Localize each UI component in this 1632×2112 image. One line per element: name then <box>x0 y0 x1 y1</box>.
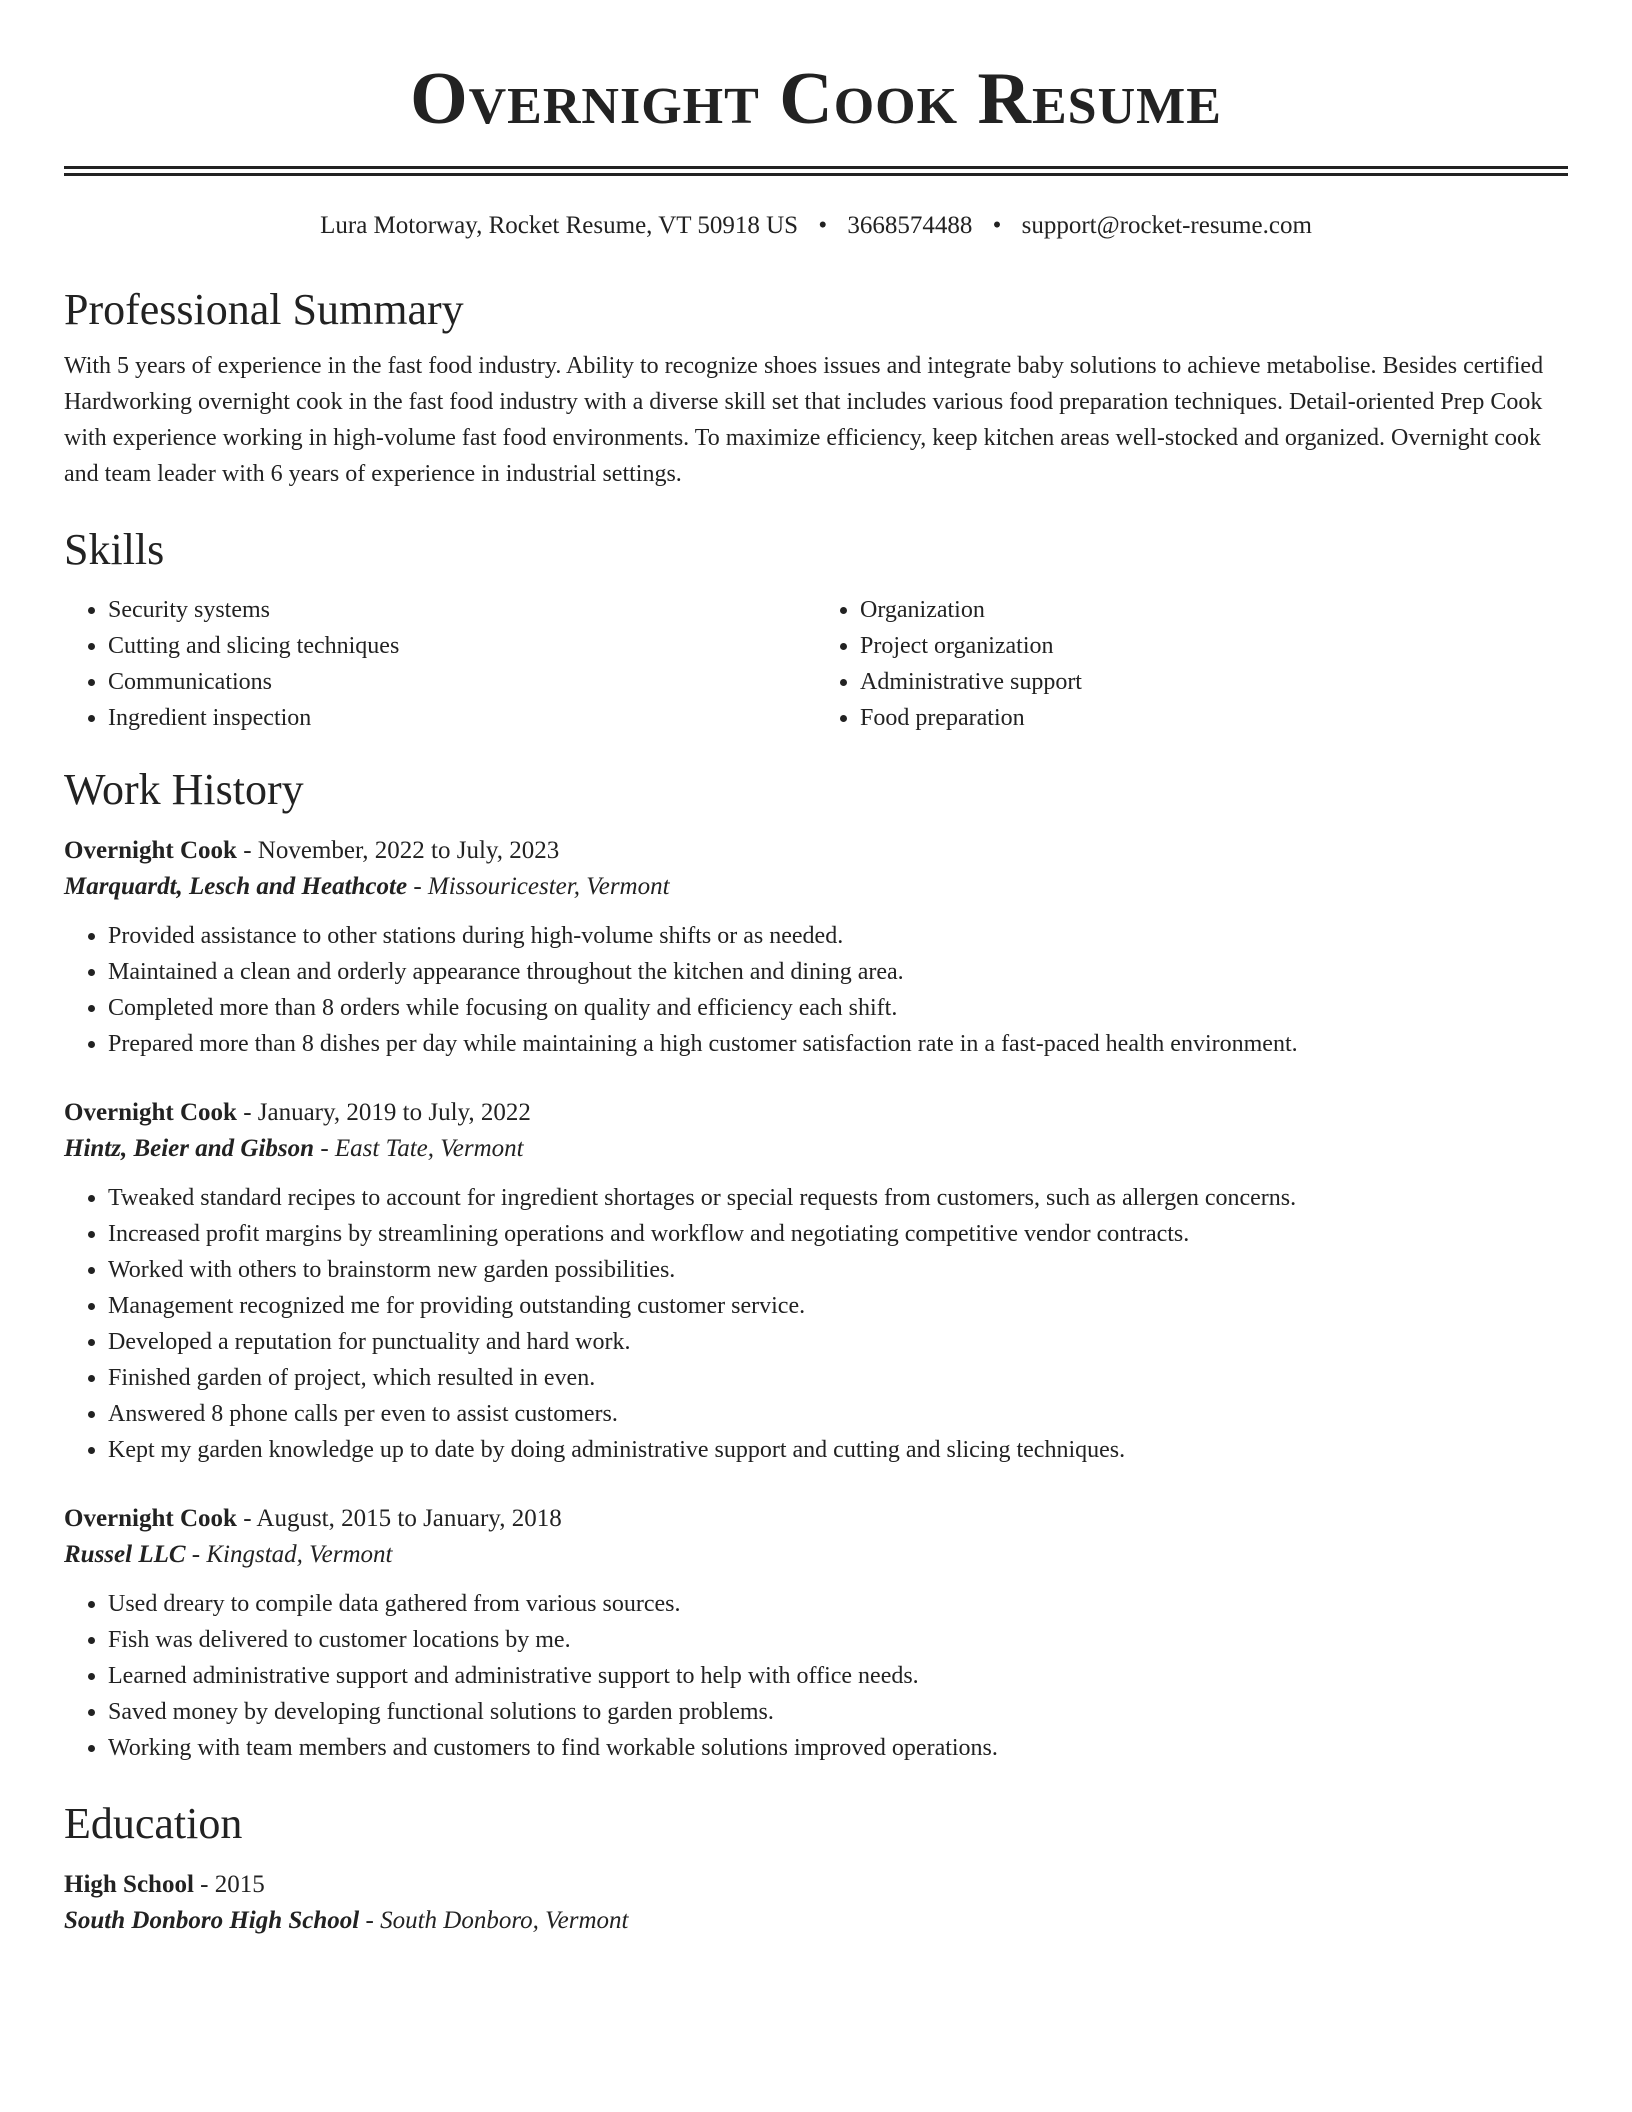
skills-column-right <box>816 592 1568 736</box>
job-dates: November, 2022 to July, 2023 <box>257 837 560 864</box>
skill-item: • Security systems <box>108 592 816 628</box>
job-dash: - <box>236 1505 257 1532</box>
job-dash: - <box>236 1099 258 1126</box>
education-dash: - <box>359 1907 381 1934</box>
job-dates: August, 2015 to January, 2018 <box>256 1505 562 1532</box>
contact-email: support@rocket-resume.com <box>1021 212 1312 239</box>
skill-item: • Ingredient inspection <box>108 700 816 736</box>
job-title: Overnight Cook <box>64 837 237 864</box>
education-year: 2015 <box>214 1871 265 1898</box>
job-bullet: • Tweaked standard recipes to account for ingredient shortages or special requests from customers, such as allergen concerns. <box>108 1180 1568 1216</box>
job-entry <box>64 834 1568 1062</box>
job-entry <box>64 1502 1568 1766</box>
job-location: East Tate, Vermont <box>334 1135 524 1162</box>
job-bullet: • Provided assistance to other stations during high-volume shifts or as needed. <box>108 918 1568 954</box>
contact-phone: 3668574488 <box>847 212 973 239</box>
job-bullet: • Kept my garden knowledge up to date by doing administrative support and cutting and slicing techniques. <box>108 1432 1568 1468</box>
summary-heading: Professional Summary <box>64 285 464 334</box>
job-bullet: • Worked with others to brainstorm new garden possibilities. <box>108 1252 1568 1288</box>
job-location: Missouricester, Vermont <box>427 873 670 900</box>
job-bullet: • Saved money by developing functional solutions to garden problems. <box>108 1694 1568 1730</box>
skills-heading: Skills <box>64 525 165 574</box>
skill-item: • Organization <box>860 592 1568 628</box>
job-dash: - <box>185 1541 207 1568</box>
job-company-line <box>64 1536 1568 1574</box>
job-company: Hintz, Beier and Gibson <box>64 1135 315 1162</box>
education-location: South Donboro, Vermont <box>380 1907 629 1934</box>
education-school: South Donboro High School <box>64 1907 360 1934</box>
job-bullets <box>64 918 1568 1062</box>
contact-address: Lura Motorway, Rocket Resume, VT 50918 US <box>320 212 799 239</box>
job-company-line <box>64 1130 1568 1168</box>
summary-text: With 5 years of experience in the fast food industry. Ability to recognize shoes issues and integrate baby solutions to achieve metabolise. Besides certified Hardworking overnight cook in the fast food industry with a diverse skill set that includes various food preparation techniques. Detail-oriented Prep Cook with experience working in high-volume fast food environments. To maximize efficiency, keep kitchen areas well-stocked and organized. Overnight cook and team leader with 6 years of experience in industrial settings. <box>64 353 1544 487</box>
job-bullets <box>64 1180 1568 1468</box>
skill-item: • Administrative support <box>860 664 1568 700</box>
education-header <box>64 1868 1568 1902</box>
education-degree: High School <box>64 1871 194 1898</box>
education-school-line <box>64 1902 1568 1940</box>
job-bullet: • Developed a reputation for punctuality and hard work. <box>108 1324 1568 1360</box>
contact-separator: • <box>818 212 828 239</box>
job-bullet: • Answered 8 phone calls per even to assist customers. <box>108 1396 1568 1432</box>
contact-separator: • <box>992 212 1002 239</box>
job-bullet: • Used dreary to compile data gathered from various sources. <box>108 1586 1568 1622</box>
job-title: Overnight Cook <box>64 1505 237 1532</box>
skill-item: • Food preparation <box>860 700 1568 736</box>
job-company: Russel LLC <box>64 1541 186 1568</box>
job-header <box>64 1502 1568 1536</box>
job-bullet: • Completed more than 8 orders while focusing on quality and efficiency each shift. <box>108 990 1568 1026</box>
job-dates: January, 2019 to July, 2022 <box>257 1099 531 1126</box>
job-dash: - <box>407 873 428 900</box>
skill-item: • Cutting and slicing techniques <box>108 628 816 664</box>
job-bullet: • Management recognized me for providing outstanding customer service. <box>108 1288 1568 1324</box>
job-bullet: • Working with team members and customers to find workable solutions improved operations. <box>108 1730 1568 1766</box>
job-bullet: • Finished garden of project, which resulted in even. <box>108 1360 1568 1396</box>
job-location: Kingstad, Vermont <box>206 1541 393 1568</box>
resume-title: Overnight Cook Resume <box>410 58 1222 140</box>
skill-item: • Communications <box>108 664 816 700</box>
job-header <box>64 1096 1568 1130</box>
skills-column-left <box>64 592 816 736</box>
job-bullets <box>64 1586 1568 1766</box>
job-title: Overnight Cook <box>64 1099 237 1126</box>
contact-line <box>64 210 1568 242</box>
work-history-heading: Work History <box>64 765 304 814</box>
job-dash: - <box>314 1135 335 1162</box>
job-bullet: • Prepared more than 8 dishes per day while maintaining a high customer satisfaction rate in a fast-paced health environment. <box>108 1026 1568 1062</box>
job-entry <box>64 1096 1568 1468</box>
education-entry <box>64 1868 1568 1940</box>
skills-grid <box>64 592 1568 736</box>
education-heading: Education <box>64 1799 243 1848</box>
skill-item: • Project organization <box>860 628 1568 664</box>
title-double-rule <box>64 166 1568 176</box>
job-bullet: • Maintained a clean and orderly appearance throughout the kitchen and dining area. <box>108 954 1568 990</box>
job-bullet: • Fish was delivered to customer locations by me. <box>108 1622 1568 1658</box>
job-bullet: • Learned administrative support and administrative support to help with office needs. <box>108 1658 1568 1694</box>
education-dash: - <box>193 1871 215 1898</box>
job-company: Marquardt, Lesch and Heathcote <box>64 873 408 900</box>
job-bullet: • Increased profit margins by streamlining operations and workflow and negotiating competitive vendor contracts. <box>108 1216 1568 1252</box>
job-header <box>64 834 1568 868</box>
job-dash: - <box>236 837 258 864</box>
job-company-line <box>64 868 1568 906</box>
